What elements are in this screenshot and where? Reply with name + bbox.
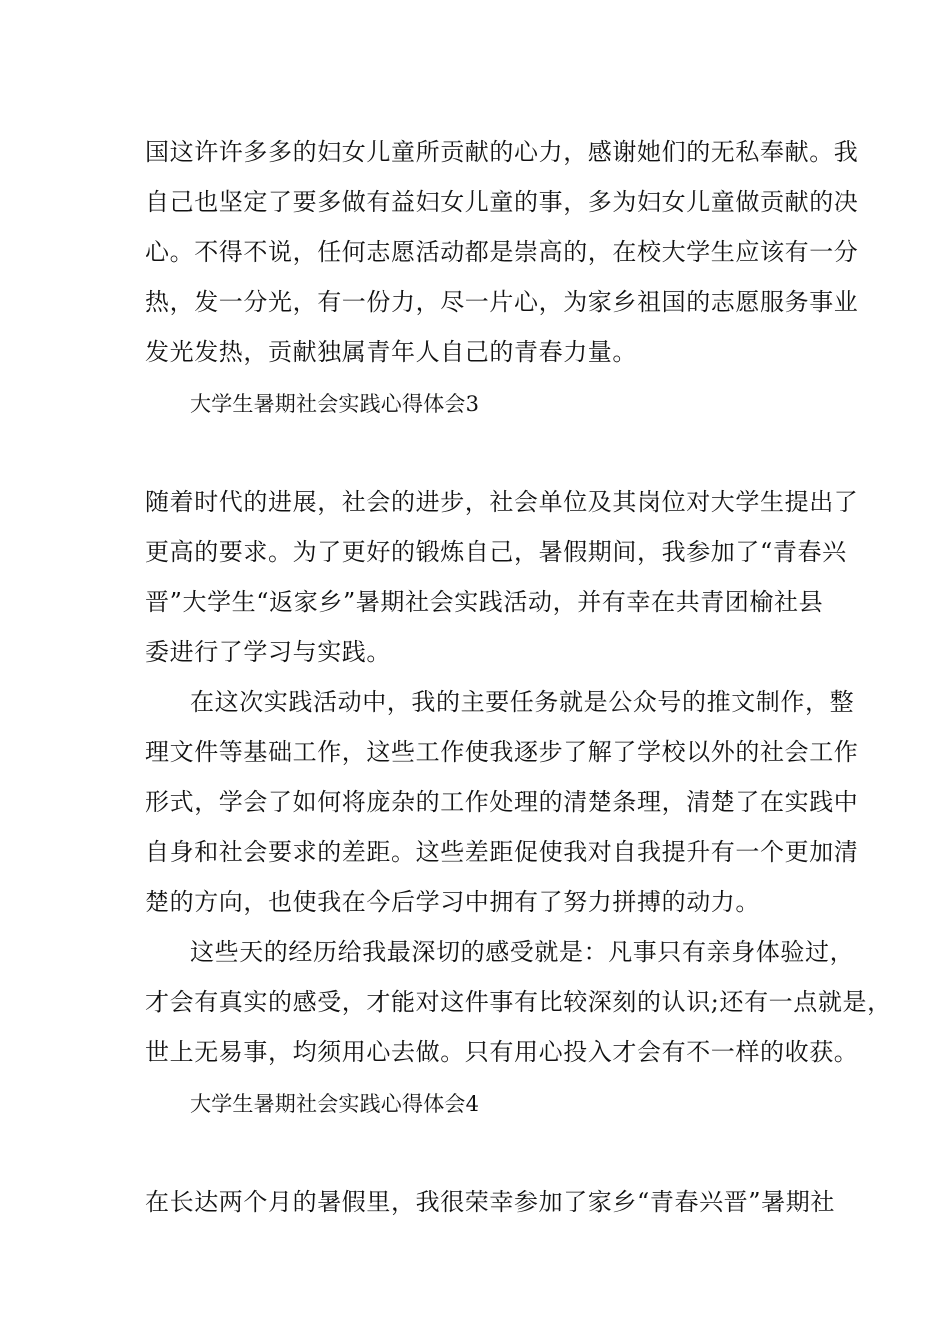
paragraph-line: 在长达两个月的暑假里，我很荣幸参加了家乡“青春兴晋”暑期社 [145, 1188, 835, 1216]
paragraph-line: 心。不得不说，任何志愿活动都是崇高的，在校大学生应该有一分 [145, 238, 859, 266]
paragraph-line: 热，发一分光，有一份力，尽一片心，为家乡祖国的志愿服务事业 [145, 288, 859, 316]
paragraph-line: 世上无易事，均须用心去做。只有用心投入才会有不一样的收获。 [145, 1038, 859, 1066]
paragraph-line: 更高的要求。为了更好的锻炼自己，暑假期间，我参加了“青春兴 [145, 538, 847, 566]
paragraph-line: 才会有真实的感受，才能对这件事有比较深刻的认识;还有一点就是， [145, 988, 892, 1016]
paragraph-line: 晋”大学生“返家乡”暑期社会实践活动，并有幸在共青团榆社县 [145, 588, 824, 616]
section-heading: 大学生暑期社会实践心得体会3 [190, 392, 480, 416]
section-heading: 大学生暑期社会实践心得体会4 [190, 1092, 480, 1116]
paragraph-line: 在这次实践活动中，我的主要任务就是公众号的推文制作，整 [190, 688, 855, 716]
paragraph-line: 理文件等基础工作，这些工作使我逐步了解了学校以外的社会工作 [145, 738, 859, 766]
paragraph-line: 自身和社会要求的差距。这些差距促使我对自我提升有一个更加清 [145, 838, 859, 866]
paragraph-line: 楚的方向，也使我在今后学习中拥有了努力拼搏的动力。 [145, 888, 760, 916]
paragraph-line: 发光发热，贡献独属青年人自己的青春力量。 [145, 338, 637, 366]
paragraph-line: 国这许许多多的妇女儿童所贡献的心力，感谢她们的无私奉献。我 [145, 138, 859, 166]
paragraph-line: 这些天的经历给我最深切的感受就是：凡事只有亲身体验过， [190, 938, 855, 966]
paragraph-line: 随着时代的进展，社会的进步，社会单位及其岗位对大学生提出了 [145, 488, 859, 516]
paragraph-line: 委进行了学习与实践。 [145, 638, 391, 666]
paragraph-line: 自己也坚定了要多做有益妇女儿童的事，多为妇女儿童做贡献的决 [145, 188, 859, 216]
paragraph-line: 形式，学会了如何将庞杂的工作处理的清楚条理，清楚了在实践中 [145, 788, 859, 816]
